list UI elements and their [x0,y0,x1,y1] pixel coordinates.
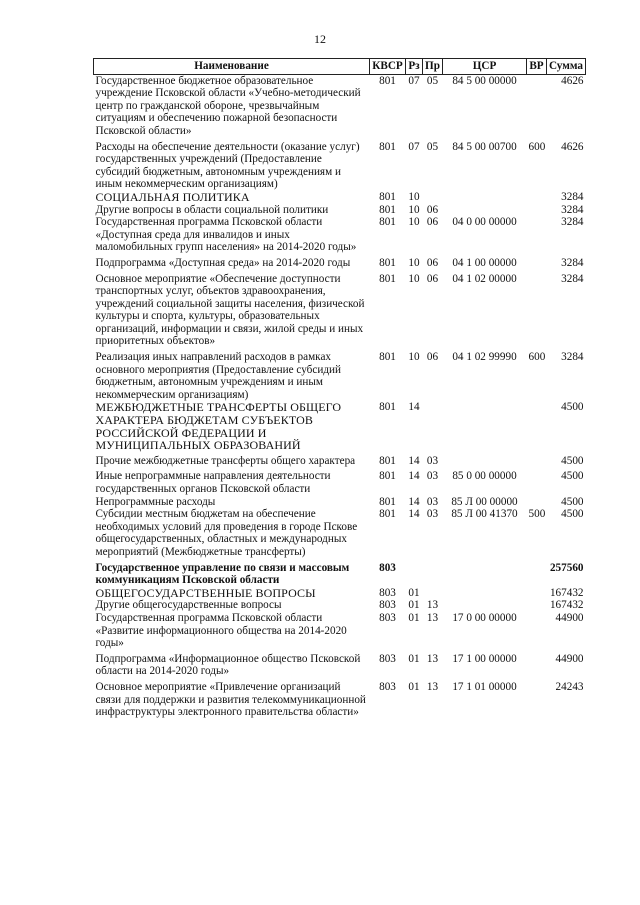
table-row [94,348,586,401]
table-row [94,467,586,495]
header-name: Наименование [94,59,370,75]
row-sum: 167432 [549,586,584,599]
table-row [94,401,586,451]
row-name: Иные непрограммные направления деятельности государственных органов Псковской области [95,470,331,495]
row-name: Государственное управление по связи и массовым коммуникациям Псковской области [95,561,350,587]
row-pr: 03 [426,508,439,521]
row-sum: 4626 [561,140,584,153]
row-pr: 13 [426,611,439,624]
row-rz: 10 [408,216,420,229]
row-kvsr: 801 [379,272,396,285]
row-rz: 14 [408,470,420,483]
row-kvsr: 803 [379,561,396,574]
row-csr: 04 0 00 00000 [452,216,517,229]
row-rz: 10 [408,203,420,216]
row-vr [527,599,547,612]
row-vr [527,467,547,495]
row-kvsr: 801 [379,351,396,364]
row-csr: 04 1 00 00000 [452,256,517,269]
row-sum: 167432 [549,599,584,612]
row-pr: 05 [426,140,439,153]
row-kvsr: 801 [379,140,396,153]
row-rz: 01 [408,586,420,599]
row-vr: 500 [528,508,546,521]
row-csr [443,599,527,612]
row-kvsr: 801 [379,74,396,87]
row-rz: 01 [408,652,420,665]
row-name: Непрограммные расходы [95,495,216,508]
row-csr [443,204,527,217]
table-row [94,74,586,137]
row-csr: 85 Л 00 00000 [451,495,518,508]
row-csr: 04 1 02 99990 [452,351,517,364]
row-name: Государственная программа Псковской области «Развитие информационного общества на 2014-2020 годы» [95,611,347,650]
row-name: Другие общегосударственные вопросы [95,599,282,612]
row-name: ОБЩЕГОСУДАРСТВЕННЫЕ ВОПРОСЫ [95,585,316,600]
row-rz: 14 [408,495,420,508]
row-pr: 05 [426,74,439,87]
row-rz: 10 [408,256,420,269]
table-row [94,587,586,600]
row-sum: 4626 [561,74,584,87]
header-pr: Пр [423,59,443,75]
row-vr: 600 [528,351,546,364]
header-kvsr: КВСР [370,59,406,75]
table-row [94,508,586,558]
row-vr [527,270,547,349]
row-rz: 10 [408,351,420,364]
row-name: Реализация иных направлений расходов в рамках основного мероприятия (Предоставление субсидий бюджетным, автономным учреждениям и иным некоммерческим организациям) [95,351,341,401]
row-pr: 03 [426,470,439,483]
row-sum: 4500 [561,495,584,508]
header-csr: ЦСР [443,59,527,75]
row-kvsr: 801 [379,216,396,229]
row-pr: 13 [426,652,439,665]
row-vr [527,612,547,650]
row-vr [527,587,547,600]
row-vr [527,650,547,678]
row-rz: 01 [408,599,420,612]
row-rz [406,559,423,587]
row-kvsr: 801 [379,203,396,216]
row-name: Подпрограмма «Информационное общество Псковской области на 2014-2020 годы» [95,652,361,678]
row-name: Государственное бюджетное образовательное учреждение Псковской области «Учебно-методический центр по гражданской обороне, чрезвычайным ситуациям и обеспечению пожарной безопасности Псковской области» [95,74,361,137]
row-pr [423,559,443,587]
row-name: МЕЖБЮДЖЕТНЫЕ ТРАНСФЕРТЫ ОБЩЕГО ХАРАКТЕРА БЮДЖЕТАМ СУБЪЕКТОВ РОССИЙСКОЙ ФЕДЕРАЦИИ И МУНИЦИПАЛЬНЫХ ОБРАЗОВАНИЙ [95,400,342,453]
row-csr [443,559,527,587]
row-sum: 3284 [561,216,584,229]
row-pr: 13 [426,599,439,612]
row-vr [527,204,547,217]
row-sum: 24243 [555,680,584,693]
row-sum: 3284 [561,190,584,203]
row-kvsr: 801 [379,256,396,269]
row-vr [527,678,547,719]
row-pr: 06 [426,351,439,364]
row-kvsr: 803 [379,680,396,693]
row-sum: 44900 [555,652,584,665]
row-kvsr: 803 [379,599,396,612]
row-kvsr: 801 [379,495,396,508]
row-sum: 4500 [561,454,584,467]
row-csr: 17 1 01 00000 [452,680,517,693]
row-kvsr: 803 [379,586,396,599]
table-row [94,204,586,217]
row-rz: 10 [408,272,420,285]
table-row [94,138,586,191]
table-row [94,678,586,719]
row-sum: 3284 [561,351,584,364]
table-row [94,612,586,650]
row-vr [527,496,547,509]
table-row [94,599,586,612]
row-sum: 257560 [549,561,584,574]
row-vr: 600 [528,140,546,153]
header-sum: Сумма [547,59,586,75]
row-sum: 3284 [561,256,584,269]
row-kvsr: 801 [379,190,396,203]
table-row [94,254,586,270]
row-csr: 04 1 02 00000 [452,272,517,285]
row-csr [443,191,527,204]
table-row [94,650,586,678]
row-rz: 01 [408,611,420,624]
row-rz: 01 [408,680,420,693]
row-csr: 85 0 00 00000 [452,470,517,483]
row-kvsr: 803 [379,652,396,665]
row-name: СОЦИАЛЬНАЯ ПОЛИТИКА [95,189,250,204]
row-name: Подпрограмма «Доступная среда» на 2014-2020 годы [95,256,351,269]
row-rz: 10 [408,190,420,203]
row-vr [527,401,547,451]
row-name: Прочие межбюджетные трансферты общего характера [95,454,356,467]
row-csr [443,587,527,600]
budget-table [93,58,586,719]
row-kvsr: 801 [379,401,396,414]
row-vr [527,216,547,254]
row-csr [443,452,527,468]
row-sum: 3284 [561,203,584,216]
row-csr [443,401,527,451]
row-name: Основное мероприятие «Обеспечение доступности транспортных услуг, объектов здравоохранения, учреждений социальной защиты населения, физической культуры и спорта, культуры, образовательных организаций, информации и связи, жилой среды и иных приоритетных объектов» [95,272,365,348]
table-header [94,59,586,75]
row-sum: 3284 [561,272,584,285]
table-row [94,452,586,468]
row-vr [527,191,547,204]
header-rz: Рз [406,59,423,75]
row-rz: 14 [408,508,420,521]
row-sum: 44900 [555,611,584,624]
row-kvsr: 803 [379,611,396,624]
row-name: Субсидии местным бюджетам на обеспечение необходимых условий для проведения в городе Пскове общегосударственных, областных и международных мероприятий (Межбюджетные трансферты) [95,508,358,558]
row-csr: 84 5 00 00700 [452,140,517,153]
table-row [94,559,586,587]
row-name: Расходы на обеспечение деятельности (оказание услуг) государственных учреждений (Предоставление субсидий бюджетным, автономным учреждениям и иным некоммерческим организациям) [95,140,360,191]
row-name: Другие вопросы в области социальной политики [95,203,329,216]
row-csr: 17 1 00 00000 [452,652,517,665]
row-name: Государственная программа Псковской области «Доступная среда для инвалидов и иных маломобильных групп населения» на 2014-2020 годы» [95,216,357,254]
header-vr: ВР [527,59,547,75]
table-row [94,496,586,509]
row-pr [423,587,443,600]
row-vr [527,254,547,270]
table-body [94,74,586,719]
row-pr: 03 [426,495,439,508]
row-sum: 4500 [561,508,584,521]
table-row [94,270,586,349]
row-pr: 06 [426,272,439,285]
page-number: 12 [314,32,326,46]
row-name: Основное мероприятие «Привлечение организаций связи для поддержки и развития телекоммуникационной инфраструктуры электронного правительства области» [95,680,366,719]
row-kvsr: 801 [379,508,396,521]
row-rz: 07 [408,140,420,153]
row-sum: 4500 [561,401,584,414]
row-pr [423,401,443,451]
row-rz: 14 [408,401,420,414]
row-kvsr: 801 [379,470,396,483]
table-row [94,216,586,254]
row-rz: 14 [408,454,420,467]
row-kvsr: 801 [379,454,396,467]
row-pr: 13 [426,680,439,693]
row-pr: 03 [426,454,439,467]
row-vr [527,559,547,587]
row-pr: 06 [426,256,439,269]
table-row [94,191,586,204]
row-csr: 84 5 00 00000 [452,74,517,87]
row-sum: 4500 [561,470,584,483]
row-pr: 06 [426,216,439,229]
row-vr [527,452,547,468]
row-pr: 06 [426,203,439,216]
row-vr [527,74,547,137]
row-csr: 17 0 00 00000 [452,611,517,624]
row-pr [423,191,443,204]
row-rz: 07 [408,74,420,87]
row-csr: 85 Л 00 41370 [451,508,518,521]
